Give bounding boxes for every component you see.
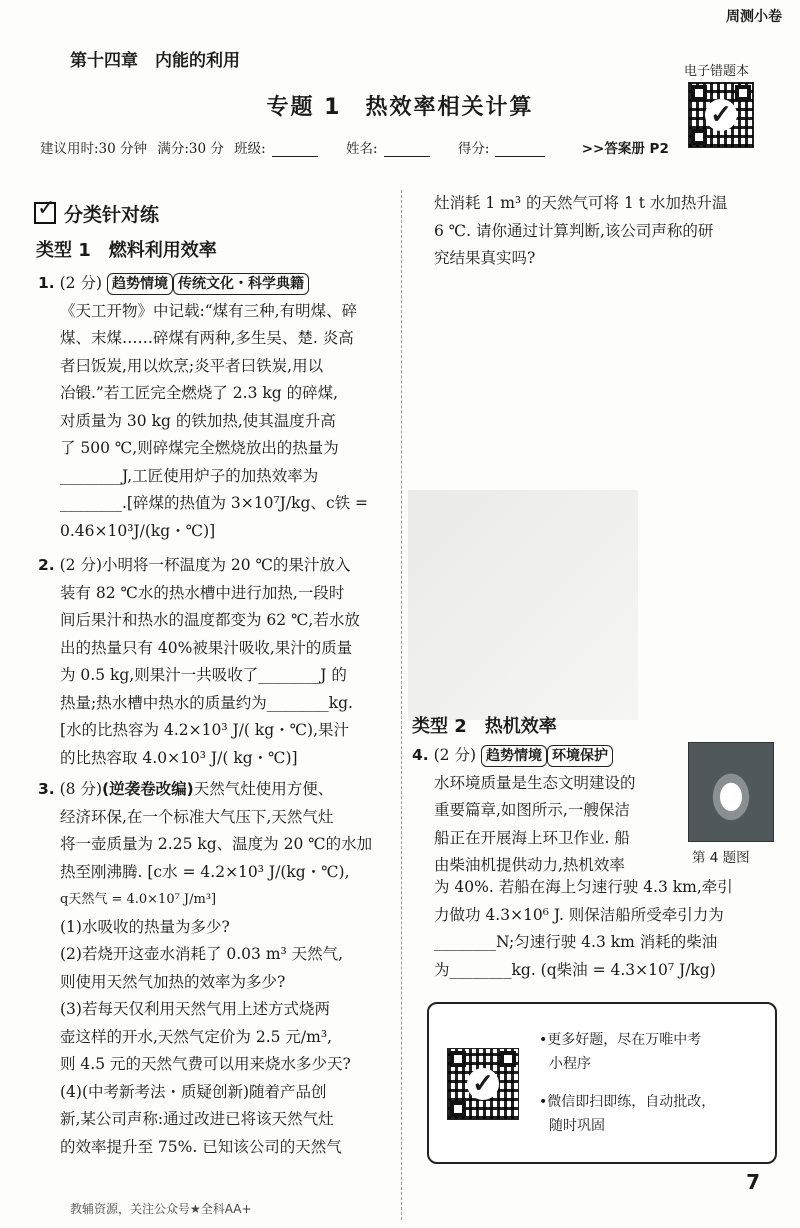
figure-caption: 第 4 题图 bbox=[692, 850, 750, 866]
tag-trend: 趋势情境 bbox=[107, 273, 173, 295]
tag-revised: (逆袭卷改编) bbox=[102, 780, 194, 798]
question-4-continued: 为 40%. 若船在海上匀速行驶 4.3 km,牵引 力做功 4.3×10⁶ J. 则保洁船所受牵引力为 ________N;匀速行驶 4.3 km 消耗的柴油 为________kg. (q柴油 = 4.3×10⁷ J/kg) bbox=[434, 878, 733, 979]
question-1: 1. (2 分) 趋势情境 传统文化・科学典籍 《天工开物》中记载:“煤有三种,有明煤、碎 煤、末煤……碎煤有两种,多生吴、楚. 炎高 者曰饭炭,用以炊烹;炎平者曰铁炭,用以 冶锻.”若工匠完全燃烧了 2.3 kg 的碎煤, 对质量为 30 kg 的铁加热,使其温度升高 了 500 ℃,则碎煤完全燃烧放出的热量为 ________J,工匠使用炉子的加热效率为 ________.[碎煤的热值为 3×10⁷J/kg、c铁 = 0.46×10³J/(kg・℃)] bbox=[38, 274, 369, 540]
score-info: 满分:30 分 bbox=[157, 141, 224, 157]
page-title: 专题 1 热效率相关计算 bbox=[266, 95, 534, 120]
page-number: 7 bbox=[746, 1170, 760, 1194]
checkbox-icon bbox=[34, 202, 56, 224]
name-label: 姓名: bbox=[346, 141, 378, 157]
type1-heading: 类型 1 燃料利用效率 bbox=[36, 240, 217, 261]
got-label: 得分: bbox=[457, 141, 490, 157]
column-divider bbox=[401, 190, 402, 1220]
type2-heading: 类型 2 热机效率 bbox=[412, 716, 557, 737]
top-tag: 周测小卷 bbox=[726, 9, 782, 25]
class-blank[interactable] bbox=[272, 142, 318, 157]
time-info: 建议用时:30 分钟 bbox=[40, 141, 148, 157]
question-3-continued: 灶消耗 1 m³ 的天然气可将 1 t 水加热升温 6 ℃. 请你通过计算判断,该公司声称的研 究结果真实吗? bbox=[434, 194, 728, 267]
class-label: 班级: bbox=[234, 141, 266, 157]
section-heading: ✓分类针对练 bbox=[34, 200, 159, 227]
chapter-title: 第十四章 内能的利用 bbox=[70, 51, 240, 71]
info-line bbox=[40, 137, 680, 157]
promo-box bbox=[427, 1002, 777, 1164]
question-2: 2. (2 分)小明将一杯温度为 20 ℃的果汁放入 装有 82 ℃水的热水槽中进行加热,一段时 间后果汁和热水的温度都变为 62 ℃,若水放 出的热量只有 40%被果汁吸收,果汁的质量 为 0.5 kg,则果汁一共吸收了________J 的 热量;热水槽中热水的质量约为________kg. [水的比热容为 4.2×10³ J/( kg・℃),果汁 的比热容取 4.0×10³ J/( kg・℃)] bbox=[38, 556, 360, 767]
promo-qr-icon[interactable]: ✓ bbox=[447, 1048, 519, 1120]
question-4: 4. (2 分) 趋势情境 环境保护 水环境质量是生态文明建设的 重要篇章,如图所示,一艘保洁 船正在开展海上环卫作业. 船 由柴油机提供动力,热机效率 bbox=[412, 746, 636, 874]
question-3: 3. (8 分)(逆袭卷改编)天然气灶使用方便、 经济环保,在一个标准大气压下,天然气灶 将一壶质量为 2.25 kg、温度为 20 ℃的水加 热至刚沸腾. [c水 = 4.2×10³ J/(kg・℃), q天然气 = 4.0×10⁷ J/m³] (1)水吸收的热量为多少? (2)若烧开这壶水消耗了 0.03 m³ 天然气, 则使用天然气加热的效率为多少? (3)若每天仅利用天然气用上述方式烧两 壶这样的开水,天然气定价为 2.5 元/m³, 则 4.5 元的天然气费可以用来烧水多少天? (4)(中考新考法・质疑创新)随着产品创 新,某公司声称:通过改进已将该天然气灶 的效率提升至 75%. 已知该公司的天然气 bbox=[38, 780, 373, 1156]
tag-trend-2: 趋势情境 bbox=[481, 745, 547, 767]
qr-code-icon[interactable]: ✓ bbox=[688, 82, 754, 148]
name-blank[interactable] bbox=[384, 142, 430, 157]
tag-culture: 传统文化・科学典籍 bbox=[173, 273, 309, 295]
watermark-image bbox=[408, 490, 638, 720]
footer-text: 教辅资源，关注公众号★全科AA+ bbox=[70, 1202, 252, 1216]
promo-text: •更多好题，尽在万唯中考 小程序 •微信即扫即练，自动批改， 随时巩固 bbox=[539, 1032, 716, 1134]
boat-photo bbox=[688, 742, 774, 842]
score-blank[interactable] bbox=[495, 142, 545, 157]
qr-label: 电子错题本 bbox=[684, 64, 750, 79]
answer-ref: >>答案册 P2 bbox=[581, 141, 669, 157]
tag-environment: 环境保护 bbox=[547, 745, 613, 767]
